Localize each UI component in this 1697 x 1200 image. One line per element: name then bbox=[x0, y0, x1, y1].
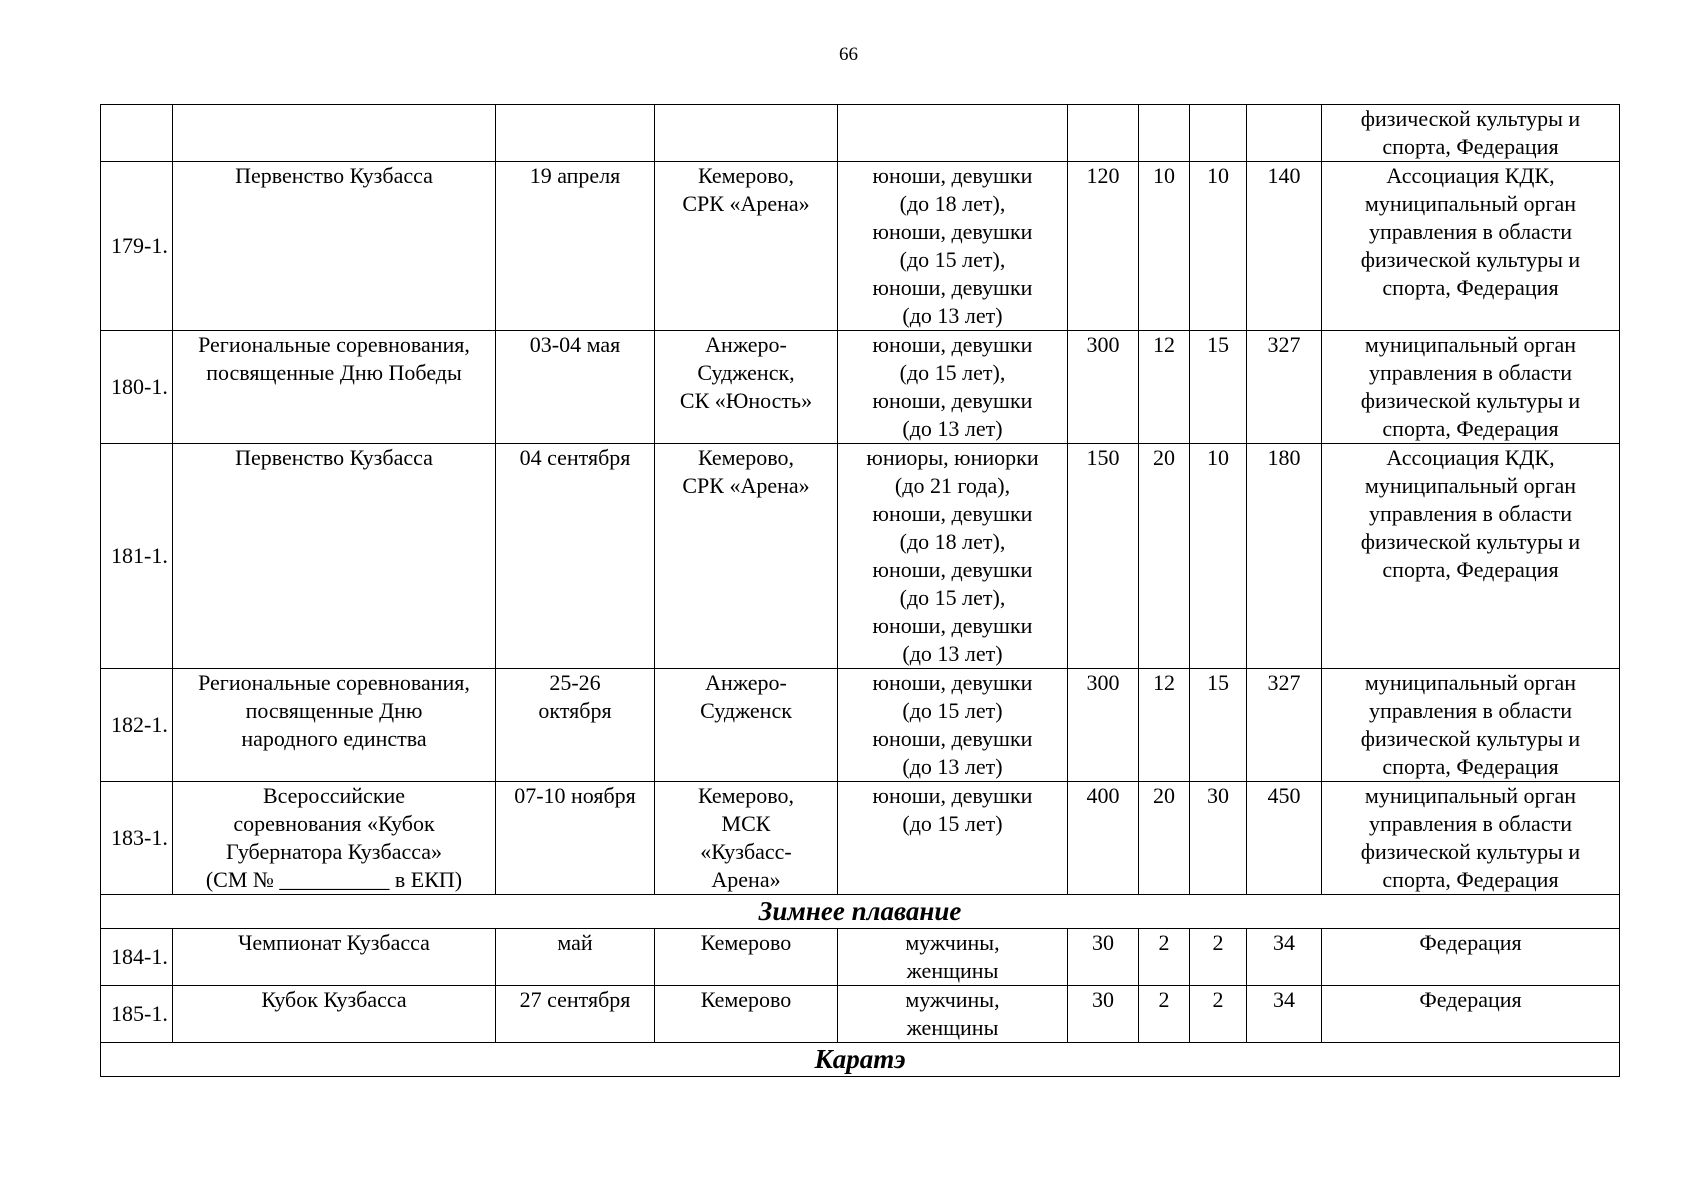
athletes-count: 300 bbox=[1068, 669, 1139, 782]
event-date: 27 сентября bbox=[496, 986, 655, 1043]
cell-participants bbox=[838, 105, 1068, 162]
total-count: 34 bbox=[1247, 929, 1322, 986]
total-count: 450 bbox=[1247, 782, 1322, 895]
table-row bbox=[101, 986, 1620, 1043]
judges-count: 2 bbox=[1190, 929, 1247, 986]
cell-trainers bbox=[1139, 105, 1190, 162]
athletes-count: 120 bbox=[1068, 162, 1139, 331]
row-number: 182-1. bbox=[101, 669, 173, 782]
event-date: 07-10 ноября bbox=[496, 782, 655, 895]
event-organizer: Федерация bbox=[1322, 986, 1620, 1043]
total-count: 327 bbox=[1247, 331, 1322, 444]
row-number: 181-1. bbox=[101, 444, 173, 669]
event-organizer: муниципальный орган управления в области физической культуры и спорта, Федерация bbox=[1322, 669, 1620, 782]
table-row-continuation bbox=[101, 105, 1620, 162]
judges-count: 15 bbox=[1190, 331, 1247, 444]
event-participants: юноши, девушки (до 18 лет), юноши, девушки (до 15 лет), юноши, девушки (до 13 лет) bbox=[838, 162, 1068, 331]
athletes-count: 150 bbox=[1068, 444, 1139, 669]
event-organizer: Ассоциация КДК, муниципальный орган управления в области физической культуры и спорта, Федерация bbox=[1322, 162, 1620, 331]
judges-count: 10 bbox=[1190, 162, 1247, 331]
judges-count: 15 bbox=[1190, 669, 1247, 782]
athletes-count: 300 bbox=[1068, 331, 1139, 444]
table-row bbox=[101, 782, 1620, 895]
event-organizer: Федерация bbox=[1322, 929, 1620, 986]
event-name: Региональные соревнования, посвященные Дню Победы bbox=[173, 331, 496, 444]
event-name: Кубок Кузбасса bbox=[173, 986, 496, 1043]
event-participants: юноши, девушки (до 15 лет) bbox=[838, 782, 1068, 895]
section-title-karate: Каратэ bbox=[101, 1043, 1620, 1077]
table-row bbox=[101, 444, 1620, 669]
total-count: 327 bbox=[1247, 669, 1322, 782]
section-row bbox=[101, 1043, 1620, 1077]
trainers-count: 10 bbox=[1139, 162, 1190, 331]
row-number: 179-1. bbox=[101, 162, 173, 331]
athletes-count: 30 bbox=[1068, 986, 1139, 1043]
trainers-count: 20 bbox=[1139, 444, 1190, 669]
cell-athletes bbox=[1068, 105, 1139, 162]
event-place: Кемерово, СРК «Арена» bbox=[655, 162, 838, 331]
event-place: Анжеро- Судженск, СК «Юность» bbox=[655, 331, 838, 444]
event-date: 25-26 октября bbox=[496, 669, 655, 782]
event-participants: юниоры, юниорки (до 21 года), юноши, девушки (до 18 лет), юноши, девушки (до 15 лет), юноши, девушки (до 13 лет) bbox=[838, 444, 1068, 669]
section-row bbox=[101, 895, 1620, 929]
judges-count: 10 bbox=[1190, 444, 1247, 669]
cell-date bbox=[496, 105, 655, 162]
event-participants: мужчины, женщины bbox=[838, 929, 1068, 986]
event-name: Первенство Кузбасса bbox=[173, 162, 496, 331]
cell-total bbox=[1247, 105, 1322, 162]
row-number: 184-1. bbox=[101, 929, 173, 986]
event-place: Кемерово, МСК «Кузбасс- Арена» bbox=[655, 782, 838, 895]
event-participants: юноши, девушки (до 15 лет), юноши, девушки (до 13 лет) bbox=[838, 331, 1068, 444]
athletes-count: 30 bbox=[1068, 929, 1139, 986]
event-place: Кемерово, СРК «Арена» bbox=[655, 444, 838, 669]
trainers-count: 20 bbox=[1139, 782, 1190, 895]
cell-organizer: физической культуры и спорта, Федерация bbox=[1322, 105, 1620, 162]
trainers-count: 12 bbox=[1139, 669, 1190, 782]
cell-num bbox=[101, 105, 173, 162]
athletes-count: 400 bbox=[1068, 782, 1139, 895]
trainers-count: 2 bbox=[1139, 929, 1190, 986]
row-number: 180-1. bbox=[101, 331, 173, 444]
row-number: 185-1. bbox=[101, 986, 173, 1043]
total-count: 180 bbox=[1247, 444, 1322, 669]
event-name: Первенство Кузбасса bbox=[173, 444, 496, 669]
table-row bbox=[101, 669, 1620, 782]
event-date: 19 апреля bbox=[496, 162, 655, 331]
event-participants: юноши, девушки (до 15 лет) юноши, девушки (до 13 лет) bbox=[838, 669, 1068, 782]
event-date: май bbox=[496, 929, 655, 986]
event-organizer: муниципальный орган управления в области физической культуры и спорта, Федерация bbox=[1322, 782, 1620, 895]
event-place: Кемерово bbox=[655, 929, 838, 986]
event-organizer: Ассоциация КДК, муниципальный орган управления в области физической культуры и спорта, Федерация bbox=[1322, 444, 1620, 669]
cell-judges bbox=[1190, 105, 1247, 162]
row-number: 183-1. bbox=[101, 782, 173, 895]
cell-name bbox=[173, 105, 496, 162]
page-number: 66 bbox=[839, 44, 858, 65]
event-name: Всероссийские соревнования «Кубок Губернатора Кузбасса» (СМ № __________ в ЕКП) bbox=[173, 782, 496, 895]
cell-place bbox=[655, 105, 838, 162]
trainers-count: 2 bbox=[1139, 986, 1190, 1043]
trainers-count: 12 bbox=[1139, 331, 1190, 444]
total-count: 140 bbox=[1247, 162, 1322, 331]
judges-count: 30 bbox=[1190, 782, 1247, 895]
events-table bbox=[100, 104, 1620, 1077]
section-title-winter-swimming: Зимнее плавание bbox=[101, 895, 1620, 929]
table-row bbox=[101, 331, 1620, 444]
event-date: 03-04 мая bbox=[496, 331, 655, 444]
event-name: Чемпионат Кузбасса bbox=[173, 929, 496, 986]
table-row bbox=[101, 929, 1620, 986]
event-organizer: муниципальный орган управления в области физической культуры и спорта, Федерация bbox=[1322, 331, 1620, 444]
table-row bbox=[101, 162, 1620, 331]
event-date: 04 сентября bbox=[496, 444, 655, 669]
event-participants: мужчины, женщины bbox=[838, 986, 1068, 1043]
event-name: Региональные соревнования, посвященные Дню народного единства bbox=[173, 669, 496, 782]
total-count: 34 bbox=[1247, 986, 1322, 1043]
event-place: Анжеро- Судженск bbox=[655, 669, 838, 782]
judges-count: 2 bbox=[1190, 986, 1247, 1043]
event-place: Кемерово bbox=[655, 986, 838, 1043]
